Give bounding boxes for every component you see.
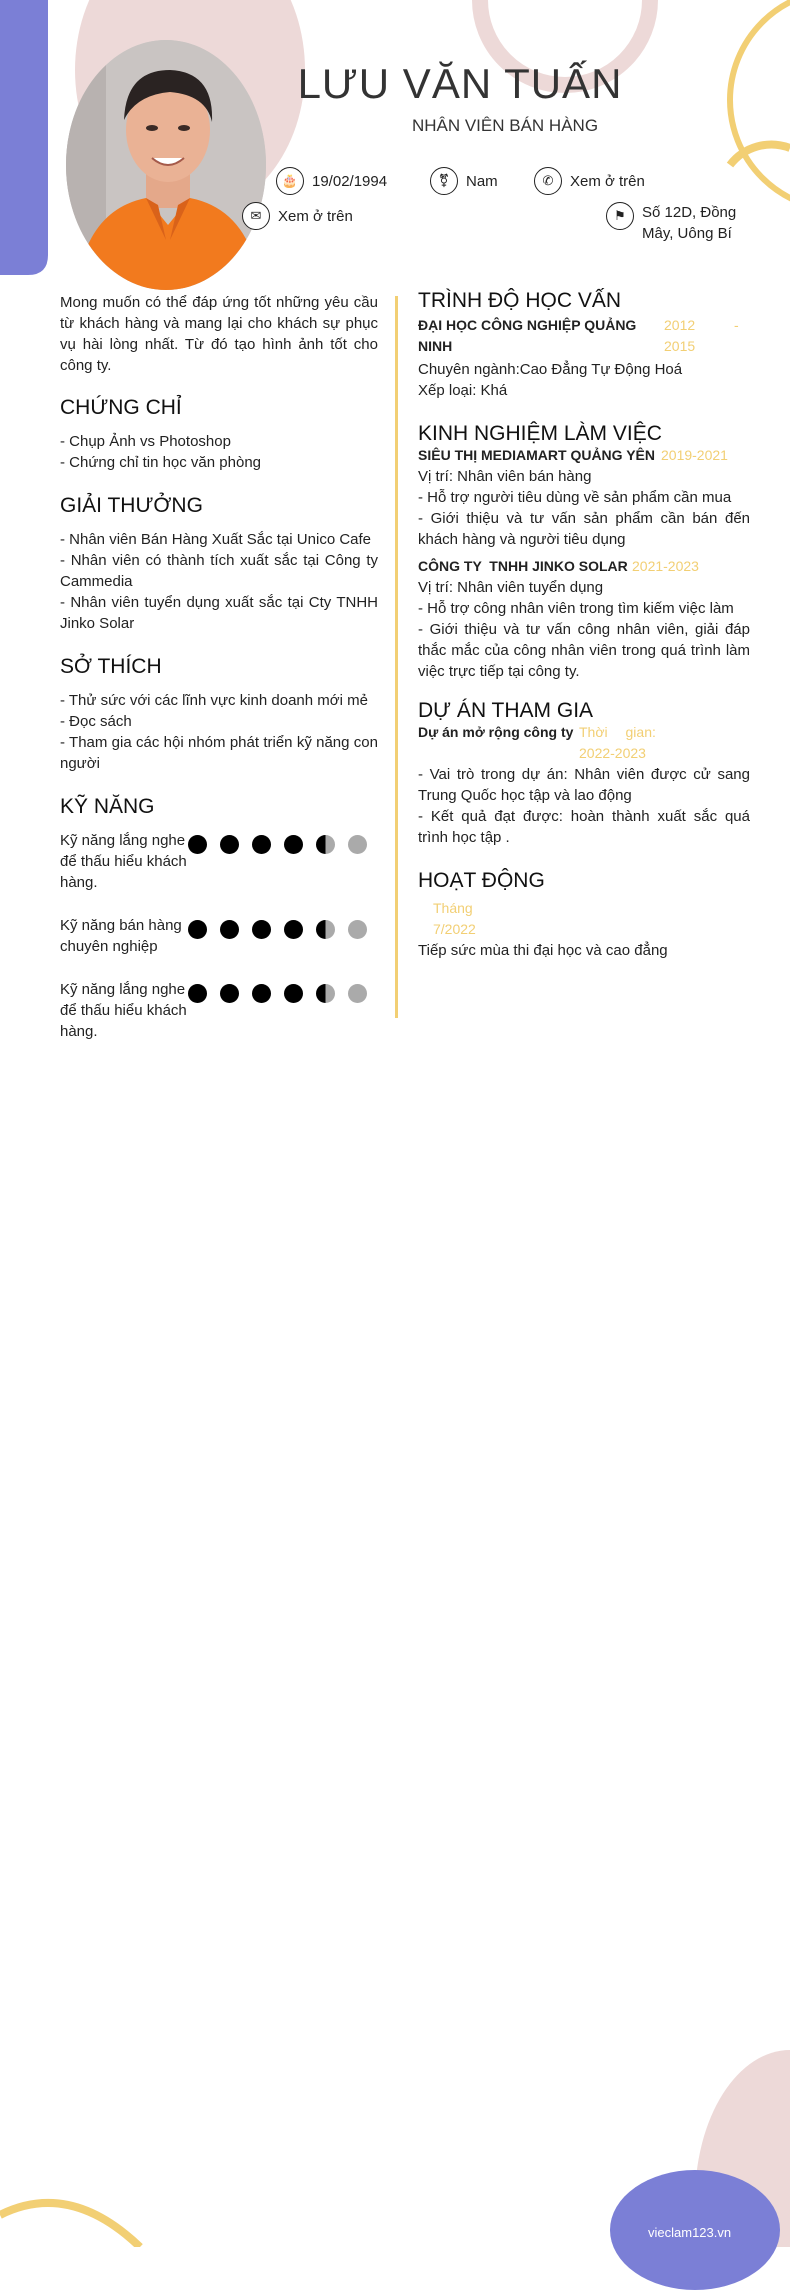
skill-rating-dot xyxy=(188,920,207,939)
education-rank: Xếp loại: Khá xyxy=(418,382,508,399)
right-column xyxy=(418,290,750,961)
list-item: - Chụp Ảnh vs Photoshop xyxy=(60,433,231,450)
activities-heading: HOẠT ĐỘNG xyxy=(418,869,545,892)
left-column xyxy=(60,292,378,817)
job-position: Vị trí: Nhân viên tuyển dụng xyxy=(418,579,604,596)
list-item: - Đọc sách xyxy=(60,713,132,730)
job-period: 2019-2021 xyxy=(661,447,728,463)
gender-icon: ⚧ xyxy=(430,167,458,195)
hobbies-heading: SỞ THÍCH xyxy=(60,655,162,678)
list-item: - Nhân viên Bán Hàng Xuất Sắc tại Unico Cafe xyxy=(60,531,372,548)
address-line-1: Số 12D, Đồng xyxy=(642,204,737,221)
activity-time-value: 7/2022 xyxy=(433,921,476,937)
career-objective: Mong muốn có thể đáp ứng tốt những yêu cầu từ khách hàng và mang lại cho khách sự phục vụ hài lòng nhất. Từ đó tạo hình ảnh tốt cho công ty. xyxy=(60,294,378,374)
job-position: Vị trí: Nhân viên bán hàng xyxy=(418,468,592,485)
job-period: 2021-2023 xyxy=(632,558,699,574)
skill-rating-dot xyxy=(252,835,271,854)
skill-rating-dot xyxy=(284,984,303,1003)
list-item: - Tham gia các hội nhóm phát triển kỹ năng con người xyxy=(60,734,378,772)
candidate-name: LƯU VĂN TUẤN xyxy=(297,60,623,107)
education-year-end: 2015 xyxy=(664,338,696,354)
skill-rating-dot xyxy=(220,835,239,854)
job-duty: - Hỗ trợ người tiêu dùng về sản phẩm cần mua xyxy=(418,489,732,506)
skill-label: Kỹ năng bán hàng chuyên nghiệp xyxy=(60,917,182,955)
address-line-2: Mây, Uông Bí xyxy=(642,225,732,242)
skill-rating-dot xyxy=(316,984,335,1003)
skill-rating-dot xyxy=(188,984,207,1003)
project-result: - Kết quả đạt được: hoàn thành xuất sắc quá trình học tập . xyxy=(418,808,750,846)
cake-icon: 🎂 xyxy=(276,167,304,195)
skills-heading: KỸ NĂNG xyxy=(60,795,155,818)
phone-value: Xem ở trên xyxy=(570,172,645,190)
project-time-value: 2022-2023 xyxy=(579,745,646,761)
gender-value: Nam xyxy=(466,172,498,190)
experience-heading: KINH NGHIỆM LÀM VIỆC xyxy=(418,422,662,445)
skill-rating-dot xyxy=(220,984,239,1003)
skill-rating-dot xyxy=(348,984,367,1003)
education-year-start: 2012 xyxy=(664,317,696,333)
contact-phone xyxy=(534,167,645,195)
skill-rating-dot xyxy=(252,920,271,939)
project-time-label: Thời gian: xyxy=(579,724,656,740)
job-company: SIÊU THỊ MEDIAMART QUẢNG YÊN xyxy=(418,447,655,463)
activity-time-label: Tháng xyxy=(433,900,473,916)
job-duty: - Giới thiệu và tư vấn sản phẩm cần bán đến khách hàng và người tiêu dụng xyxy=(418,510,750,548)
education-major: Chuyên ngành:Cao Đẳng Tự Động Hoá xyxy=(418,361,683,378)
school-name: ĐẠI HỌC CÔNG NGHIỆP QUẢNG NINH xyxy=(418,317,637,354)
skill-rating-dot xyxy=(284,920,303,939)
email-value: Xem ở trên xyxy=(278,207,353,225)
education-heading: TRÌNH ĐỘ HỌC VẤN xyxy=(418,289,622,312)
contact-email xyxy=(242,202,353,230)
map-icon: ⚑ xyxy=(606,202,634,230)
hobbies-list xyxy=(60,690,378,774)
job-company: CÔNG TY TNHH JINKO SOLAR xyxy=(418,558,628,574)
awards-list xyxy=(60,529,378,634)
skill-rating-dot xyxy=(316,920,335,939)
contact-address xyxy=(606,202,736,244)
projects-heading: DỰ ÁN THAM GIA xyxy=(418,699,594,722)
profile-photo xyxy=(66,40,266,290)
skill-rating-dot xyxy=(220,920,239,939)
project-name: Dự án mở rộng công ty xyxy=(418,724,574,740)
skill-rating-dot xyxy=(188,835,207,854)
job-duty: - Giới thiệu và tư vấn công nhân viên, giải đáp thắc mắc của công nhân viên trong quá trình làm việc trực tiếp tại công ty. xyxy=(418,621,750,680)
email-icon: ✉ xyxy=(242,202,270,230)
contact-birthday xyxy=(276,167,387,195)
list-item: - Chứng chỉ tin học văn phòng xyxy=(60,454,261,471)
list-item: - Nhân viên có thành tích xuất sắc tại Công ty Cammedia xyxy=(60,552,378,590)
job-title: NHÂN VIÊN BÁN HÀNG xyxy=(411,116,599,135)
birthday-value: 19/02/1994 xyxy=(312,172,388,190)
skill-label: Kỹ năng lắng nghe để thấu hiểu khách hàng. xyxy=(60,832,187,891)
job-duty: - Hỗ trợ công nhân viên trong tìm kiếm việc làm xyxy=(418,600,734,617)
skill-rating-dot xyxy=(252,984,271,1003)
education-year-dash: - xyxy=(734,317,739,333)
list-item: - Nhân viên tuyển dụng xuất sắc tại Cty TNHH Jinko Solar xyxy=(60,594,378,632)
activity-description: Tiếp sức mùa thi đại học và cao đẳng xyxy=(418,942,668,959)
skill-rating-dot xyxy=(348,920,367,939)
contact-gender xyxy=(430,167,498,195)
awards-heading: GIẢI THƯỞNG xyxy=(60,494,203,517)
skill-rating-dot xyxy=(348,835,367,854)
skill-rating-dot xyxy=(284,835,303,854)
certificates-heading: CHỨNG CHỈ xyxy=(60,396,182,419)
footer-brand[interactable]: vieclam123.vn xyxy=(648,2225,732,2240)
phone-icon: ✆ xyxy=(534,167,562,195)
project-role: - Vai trò trong dự án: Nhân viên được cử sang Trung Quốc học tập và lao động xyxy=(418,766,750,804)
certificates-list xyxy=(60,431,378,473)
list-item: - Thử sức với các lĩnh vực kinh doanh mới mẻ xyxy=(60,692,368,709)
skill-label: Kỹ năng lắng nghe để thấu hiểu khách hàng. xyxy=(60,981,187,1040)
column-divider xyxy=(395,296,398,1018)
skill-rating-dot xyxy=(316,835,335,854)
